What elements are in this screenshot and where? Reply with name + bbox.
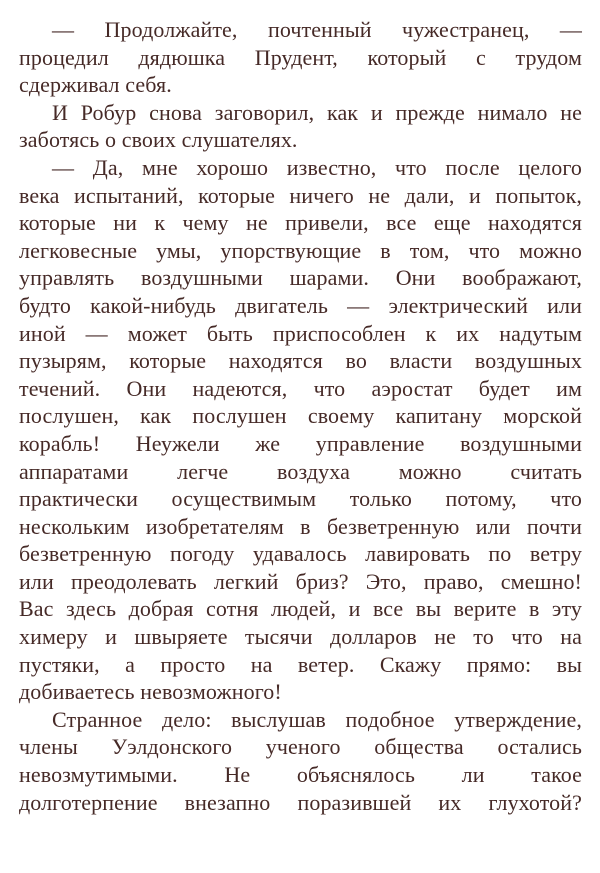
text-line: легковесные умы, упорствующие в том, что можно: [19, 237, 582, 263]
text-line: которые ни к чему не привели, все еще находятся: [19, 210, 582, 236]
text-line: иной — может быть приспособлен к их надутым: [19, 320, 582, 346]
text-line: члены Уэлдонского ученого общества остались: [19, 734, 582, 760]
text-line: добиваетесь невозможного!: [19, 679, 282, 705]
paragraph: [19, 154, 582, 706]
text-line: безветренную погоду удавалось лавировать по ветру: [19, 541, 582, 567]
text-line: нескольким изобретателям в безветренную или почти: [19, 513, 582, 539]
text-line: послушен, как послушен своему капитану морской: [19, 403, 582, 429]
text-line: Странное дело: выслушав подобное утверждение,: [52, 706, 582, 732]
text-line: течений. Они надеются, что аэростат будет им: [19, 375, 582, 401]
text-line: аппаратами легче воздуха можно считать: [19, 458, 582, 484]
text-line: пустяки, а просто на ветер. Скажу прямо: вы: [19, 651, 582, 677]
paragraph: [19, 99, 582, 154]
text-line: управлять воздушными шарами. Они воображают,: [19, 265, 582, 291]
text-line: химеру и швыряете тысячи долларов не то что на: [19, 624, 582, 650]
text-line: или преодолевать легкий бриз? Это, право, смешно!: [19, 568, 582, 594]
text-line: долготерпение внезапно поразившей их глухотой?: [19, 789, 582, 815]
paragraph: [19, 706, 582, 816]
text-line: — Продолжайте, почтенный чужестранец, —: [52, 17, 582, 42]
text-line: практически осуществимым только потому, что: [19, 486, 582, 512]
text-line: заботясь о своих слушателях.: [19, 127, 298, 153]
text-line: И Робур снова заговорил, как и прежде нимало не: [52, 99, 582, 125]
text-line: — Да, мне хорошо известно, что после целого: [52, 154, 582, 180]
paragraph: [19, 16, 582, 99]
text-line: сдерживал себя.: [19, 72, 172, 98]
text-column: [19, 16, 582, 816]
text-line: невозмутимыми. Не объяснялось ли такое: [19, 762, 582, 788]
text-line: века испытаний, которые ничего не дали, и попыток,: [19, 182, 582, 208]
text-line: корабль! Неужели же управление воздушными: [19, 430, 582, 456]
text-line: процедил дядюшка Прудент, который с трудом: [19, 44, 582, 70]
text-line: пузырям, которые находятся во власти воздушных: [19, 348, 582, 374]
text-line: Вас здесь добрая сотня людей, и все вы верите в эту: [19, 596, 582, 622]
text-line: будто какой-нибудь двигатель — электрический или: [19, 292, 582, 318]
